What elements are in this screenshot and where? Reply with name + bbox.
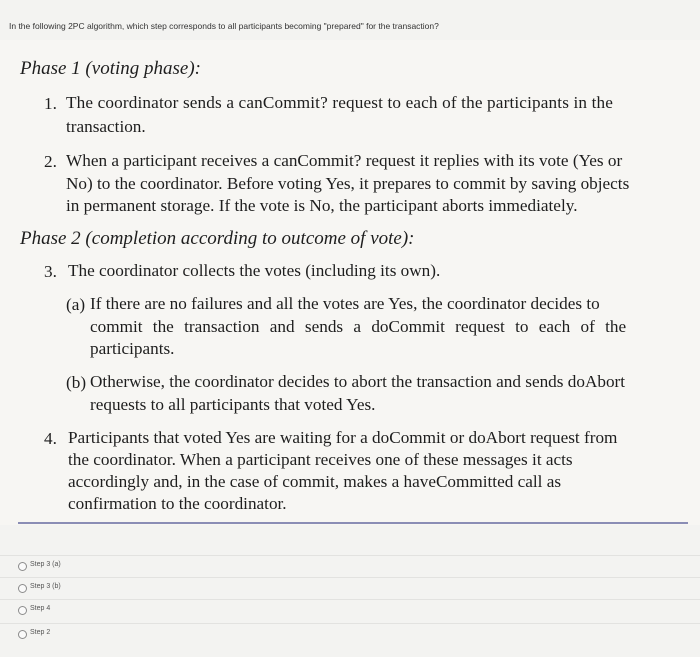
- step3-line: The coordinator collects the votes (including its own).: [68, 261, 441, 280]
- step4-line: the coordinator. When a participant receives one of these messages it acts: [68, 450, 573, 469]
- answer-option-label: Step 2: [30, 629, 51, 636]
- step3a-line: If there are no failures and all the votes are Yes, the coordinator decides to: [90, 294, 600, 313]
- algorithm-figure: [0, 40, 700, 525]
- question-text: In the following 2PC algorithm, which step corresponds to all participants becoming "prepared" for the transaction?: [9, 21, 439, 31]
- answer-option[interactable]: [0, 599, 700, 622]
- step2-line: When a participant receives a canCommit? request it replies with its vote (Yes or: [66, 151, 623, 170]
- answer-option-label: Step 3 (a): [30, 561, 61, 568]
- step1-number: 1.: [44, 94, 57, 113]
- step1-line: transaction.: [66, 117, 146, 136]
- step3b-label: (b): [66, 373, 87, 392]
- answer-option[interactable]: [0, 623, 700, 646]
- step3a-line: participants.: [90, 339, 175, 358]
- radio-button[interactable]: [18, 606, 27, 615]
- radio-button[interactable]: [18, 562, 27, 571]
- radio-button[interactable]: [18, 584, 27, 593]
- answer-option[interactable]: [0, 555, 700, 578]
- step3b-line: Otherwise, the coordinator decides to abort the transaction and sends doAbort: [90, 372, 626, 391]
- phase2-title: Phase 2 (completion according to outcome of vote):: [20, 228, 415, 249]
- step2-line: in permanent storage. If the vote is No, the participant aborts immediately.: [66, 196, 578, 215]
- step3a-line: commit the transaction and sends a doCommit request to each of the: [90, 317, 627, 336]
- answer-option-label: Step 3 (b): [30, 583, 61, 590]
- answer-option[interactable]: [0, 577, 700, 600]
- step4-line: accordingly and, in the case of commit, makes a haveCommitted call as: [68, 472, 562, 491]
- step3-number: 3.: [44, 262, 57, 281]
- step3b-line: requests to all participants that voted Yes.: [90, 395, 376, 414]
- step4-line: Participants that voted Yes are waiting for a doCommit or doAbort request from: [68, 428, 618, 447]
- step3a-label: (a): [66, 295, 86, 314]
- step1-line: The coordinator sends a canCommit? request to each of the participants in the: [66, 93, 614, 112]
- step4-line: confirmation to the coordinator.: [68, 494, 287, 513]
- step4-number: 4.: [44, 429, 57, 448]
- figure-divider: [18, 522, 688, 524]
- step2-line: No) to the coordinator. Before voting Yes, it prepares to commit by saving objects: [66, 174, 630, 193]
- radio-button[interactable]: [18, 630, 27, 639]
- phase1-title: Phase 1 (voting phase):: [20, 58, 201, 79]
- answer-option-label: Step 4: [30, 605, 51, 612]
- step2-number: 2.: [44, 152, 57, 171]
